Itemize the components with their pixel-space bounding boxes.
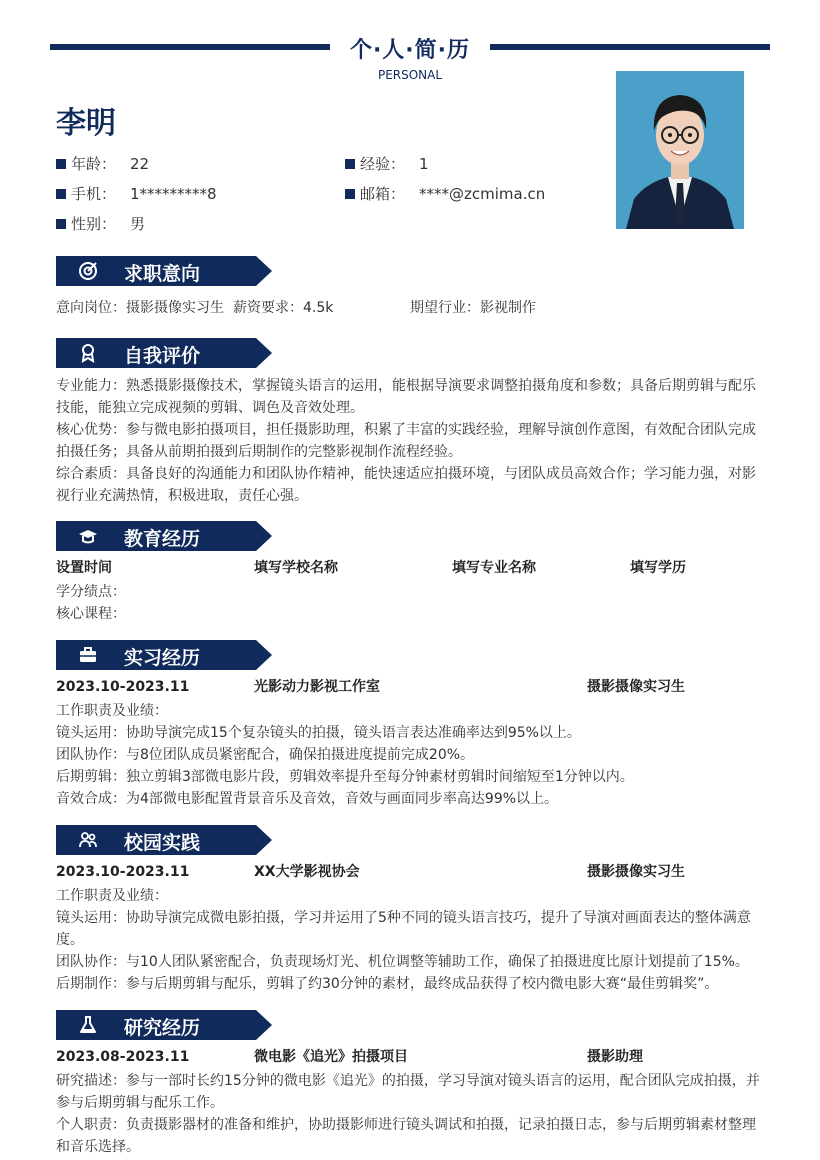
gender-label: 性别： — [71, 215, 117, 233]
intent-position: 意向岗位：摄影摄像实习生 — [56, 300, 224, 316]
internship-time: 2023.10-2023.11 — [56, 679, 190, 695]
email-value: ****@zcmima.cn — [419, 184, 546, 203]
campus-line: 镜头运用：协助导演完成微电影拍摄，学习并运用了5种不同的镜头语言技巧，提升了导演对画面表达的整体满意度。 — [56, 910, 751, 948]
internship-line: 镜头运用：协助导演完成15个复杂镜头的拍摄，镜头语言表达准确率达到95%以上。 — [56, 725, 581, 741]
section-header-research — [56, 1010, 272, 1040]
section-title: 教育经历 — [124, 528, 201, 550]
email-field — [345, 183, 545, 204]
phone-label: 手机： — [71, 185, 117, 203]
research-time: 2023.08-2023.11 — [56, 1049, 190, 1065]
intent-industry: 期望行业：影视制作 — [410, 300, 536, 316]
internship-line: 后期剪辑：独立剪辑3部微电影片段，剪辑效率提升至每分钟素材剪辑时间缩短至1分钟以内。 — [56, 769, 634, 785]
bullet-square — [56, 189, 66, 199]
research-line: 个人职责：负责摄影器材的准备和维护，协助摄影师进行镜头调试和拍摄，记录拍摄日志，参与后期剪辑素材整理和音乐选择。 — [56, 1117, 756, 1155]
header-rule-right — [490, 44, 770, 50]
resume-subtitle: PERSONAL — [377, 68, 443, 82]
age-label: 年龄： — [71, 155, 117, 173]
email-label: 邮箱： — [360, 185, 406, 203]
section-header-intent — [56, 256, 272, 286]
briefcase-icon — [78, 645, 98, 665]
graduation-cap-icon — [78, 526, 98, 546]
experience-value: 1 — [419, 154, 429, 173]
research-org: 微电影《追光》拍摄项目 — [254, 1049, 408, 1065]
age-value: 22 — [130, 154, 150, 173]
education-degree: 填写学历 — [630, 560, 686, 576]
campus-org: XX大学影视协会 — [254, 864, 360, 880]
section-title: 求职意向 — [124, 263, 201, 285]
phone-value: 1*********8 — [130, 184, 217, 203]
flask-icon — [78, 1015, 98, 1035]
bullet-square — [345, 189, 355, 199]
gender-field — [56, 213, 145, 234]
education-gpa: 学分绩点： — [56, 584, 126, 600]
self-eval-paragraph: 专业能力：熟悉摄影摄像技术，掌握镜头语言的运用，能根据导演要求调整拍摄角度和参数；具备后期剪辑与配乐技能，能独立完成视频的剪辑、调色及音效处理。 — [56, 378, 756, 416]
bullet-square — [56, 159, 66, 169]
internship-line: 团队协作：与8位团队成员紧密配合，确保拍摄进度提前完成20%。 — [56, 747, 475, 763]
intent-salary: 薪资要求：4.5k — [233, 300, 334, 316]
section-header-education — [56, 521, 272, 551]
section-title: 自我评价 — [124, 345, 201, 367]
self-eval-paragraph: 综合素质：具备良好的沟通能力和团队协作精神，能快速适应拍摄环境，与团队成员高效合作；学习能力强，对影视行业充满热情，积极进取，责任心强。 — [56, 466, 756, 504]
people-icon — [78, 830, 98, 850]
internship-org: 光影动力影视工作室 — [254, 679, 380, 695]
education-time: 设置时间 — [56, 560, 112, 576]
research-role: 摄影助理 — [587, 1049, 643, 1065]
internship-line: 音效合成：为4部微电影配置背景音乐及音效，音效与画面同步率高达99%以上。 — [56, 791, 559, 807]
education-school: 填写学校名称 — [254, 560, 338, 576]
gender-value: 男 — [130, 215, 146, 233]
resume-title: 个·人·简·历 — [349, 38, 471, 63]
section-title: 实习经历 — [124, 647, 201, 669]
candidate-name: 李明 — [56, 106, 116, 141]
header-rule-left — [50, 44, 330, 50]
research-line: 研究描述：参与一部时长约15分钟的微电影《追光》的拍摄，学习导演对镜头语言的运用，配合团队完成拍摄，并参与后期剪辑与配乐工作。 — [56, 1073, 760, 1111]
badge-icon — [78, 343, 98, 363]
internship-line: 工作职责及业绩： — [56, 703, 168, 719]
bullet-square — [345, 159, 355, 169]
section-title: 校园实践 — [124, 832, 201, 854]
section-header-campus — [56, 825, 272, 855]
self-eval-paragraph: 核心优势：参与微电影拍摄项目，担任摄影助理，积累了丰富的实践经验，理解导演创作意图，有效配合团队完成拍摄任务；具备从前期拍摄到后期制作的完整影视制作流程经验。 — [56, 422, 756, 460]
experience-label: 经验： — [360, 155, 406, 173]
experience-field — [345, 153, 429, 174]
target-icon — [78, 261, 98, 281]
section-header-self-eval — [56, 338, 272, 368]
education-major: 填写专业名称 — [452, 560, 536, 576]
campus-line: 后期制作：参与后期剪辑与配乐，剪辑了约30分钟的素材，最终成品获得了校内微电影大赛“最佳剪辑奖”。 — [56, 976, 719, 992]
education-courses: 核心课程： — [56, 606, 126, 622]
age-field — [56, 153, 149, 174]
campus-line: 团队协作：与10人团队紧密配合，负责现场灯光、机位调整等辅助工作，确保了拍摄进度比原计划提前了15%。 — [56, 954, 749, 970]
profile-photo — [616, 71, 744, 229]
internship-role: 摄影摄像实习生 — [587, 679, 685, 695]
campus-time: 2023.10-2023.11 — [56, 864, 190, 880]
campus-role: 摄影摄像实习生 — [587, 864, 685, 880]
section-header-internship — [56, 640, 272, 670]
section-title: 研究经历 — [124, 1017, 201, 1039]
campus-line: 工作职责及业绩： — [56, 888, 168, 904]
bullet-square — [56, 219, 66, 229]
phone-field — [56, 183, 217, 204]
